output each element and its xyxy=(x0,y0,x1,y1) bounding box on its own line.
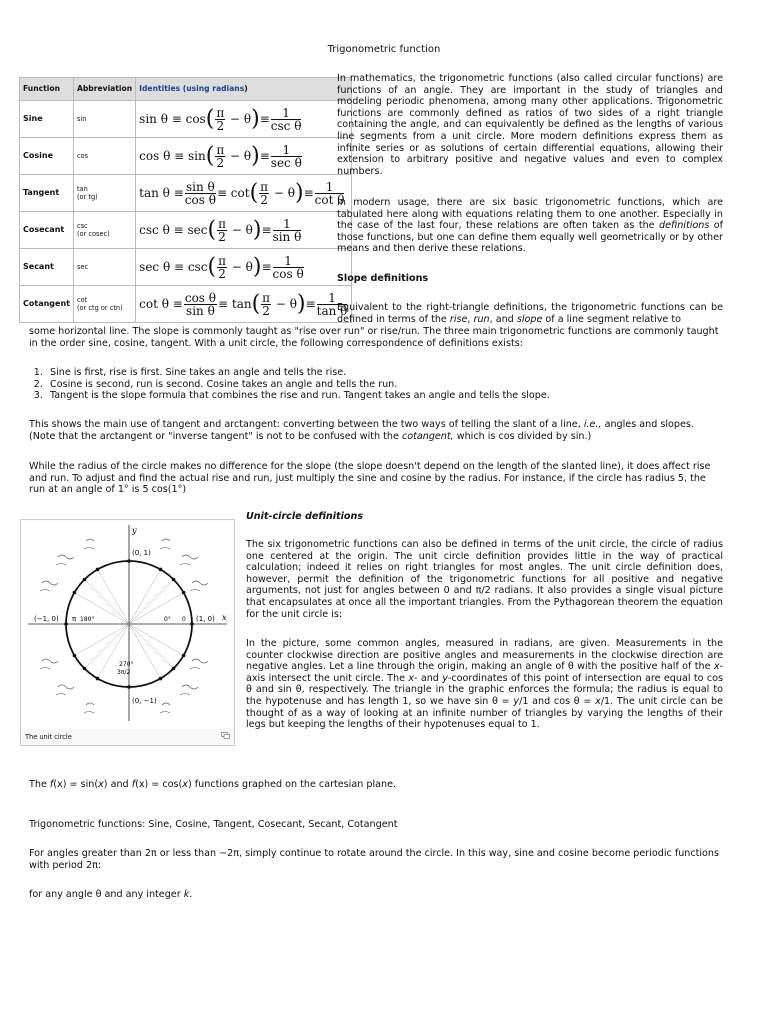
function-abbreviation: sin xyxy=(73,101,135,138)
function-abbreviation: tan (or tg) xyxy=(73,175,135,212)
intro-paragraph: In mathematics, the trigonometric functions (also called circular functions) are functions of an angle. They are important in the study of triangles and modeling periodic phenomena, among many other applications. Trigonometric functions are commonly defined as ratios of two sides of a right triangle containing the angle, and can equivalently be defined as the lengths of various line segments from a unit circle. More modern definitions express them as infinite series or as solutions of certain differential equations, allowing their extension to arbitrary positive and negative values and even to complex numbers. xyxy=(337,73,723,177)
function-name: Secant xyxy=(20,249,74,286)
table-row xyxy=(20,138,352,175)
integer-paragraph: for any angle θ and any integer k. xyxy=(29,889,193,900)
modern-usage-paragraph: In modern usage, there are six basic trigonometric functions, which are tabulated here along with equations relating them to one another. Especially in the case of the last four, these relations are often taken as the definitions of those functions, but one can define them equally well geometrically or by other means and then derive these relations. xyxy=(337,197,724,255)
tangent-paragraph: This shows the main use of tangent and arctangent: converting between the two ways of telling the slant of a line, i.e., angles and slopes. (Note that the arctangent or "inverse tangent" is not to be confused with the cotangent, which is cos divided by sin.) xyxy=(29,419,694,442)
angle-0-deg-label: 0° xyxy=(164,616,171,623)
function-abbreviation: cot (or ctg or ctn) xyxy=(73,286,135,323)
table-row xyxy=(20,249,352,286)
figure-caption: The unit circle xyxy=(25,733,72,741)
function-abbreviation: sec xyxy=(73,249,135,286)
table-row xyxy=(20,175,352,212)
function-identity: cos θ ≡ sin( $\frac{\pi}{2}$ − θ)≡ $\frac{1}{\text{sec θ}}$ xyxy=(136,138,352,175)
page-title: Trigonometric function xyxy=(327,44,441,55)
angle-270-label: 270° xyxy=(119,661,134,668)
angle-3pi2-label: 3π/2 xyxy=(117,669,131,676)
functions-list-paragraph: Trigonometric functions: Sine, Cosine, Tangent, Cosecant, Secant, Cotangent xyxy=(29,819,398,830)
function-name: Tangent xyxy=(20,175,74,212)
identities-link[interactable]: Identities (using radians xyxy=(139,84,245,94)
function-name: Sine xyxy=(20,101,74,138)
angle-pi-label: π xyxy=(72,615,77,623)
list-item: 1. Sine is first, rise is first. Sine takes an angle and tells the rise. xyxy=(46,367,720,379)
graph-paragraph: The f(x) = sin(x) and f(x) = cos(x) functions graphed on the cartesian plane. xyxy=(29,779,397,790)
table-row xyxy=(20,101,352,138)
function-name: Cotangent xyxy=(20,286,74,323)
table-row xyxy=(20,212,352,249)
unit-circle-figure[interactable] xyxy=(20,519,235,746)
function-abbreviation: csc (or cosec) xyxy=(73,212,135,249)
x-axis-label: x xyxy=(222,613,227,622)
function-identity: csc θ ≡ sec( $\frac{\pi}{2}$ − θ)≡ $\frac{1}{\text{sin θ}}$ xyxy=(136,212,352,249)
enlarge-icon[interactable] xyxy=(221,731,230,738)
correspondence-list xyxy=(0,367,720,402)
y-axis-label: y xyxy=(132,526,137,535)
point-bottom-label: (0, −1) xyxy=(132,697,157,705)
point-right-label: (1, 0) xyxy=(196,615,215,623)
slope-paragraph-end: some horizontal line. The slope is commonly taught as "rise over run" or rise/run. The three main trigonometric functions are commonly taught in the order sine, cosine, tangent. With a unit circle, the following correspondence of definitions exists: xyxy=(29,326,719,349)
point-top-label: (0, 1) xyxy=(132,549,151,557)
radius-paragraph: While the radius of the circle makes no difference for the slope (the slope doesn't depend on the length of the slanted line), it does affect rise and run. To adjust and find the actual rise and run, just multiply the sine and cosine by the radius. For instance, if the circle has radius 5, the run at an angle of 1° is 5 cos(1°) xyxy=(29,461,711,496)
angles-paragraph: In the picture, some common angles, measured in radians, are given. Measurements in the counter clockwise direction are positive angles and measurements in the clockwise direction are negative angles. Let a line through the origin, making an angle of θ with the positive half of the x-axis intersect the unit circle. The x- and y-coordinates of this point of intersection are equal to cos θ and sin θ, respectively. The triangle in the graphic enforces the formula; the radius is equal to the hypotenuse and has length 1, so we have sin θ = y/1 and cos θ = x/1. The unit circle can be thought of as a way of looking at an infinite number of triangles by varying the lengths of their legs but keeping the lengths of their hypotenuses equal to 1. xyxy=(246,638,723,731)
function-identity: sec θ ≡ csc( $\frac{\pi}{2}$ − θ)≡ $\frac{1}{\text{cos θ}}$ xyxy=(136,249,352,286)
period-paragraph: For angles greater than 2π or less than −2π, simply continue to rotate around the circle. In this way, sine and cosine become periodic functions with period 2π: xyxy=(29,848,720,871)
unit-circle-heading: Unit-circle definitions xyxy=(246,511,364,522)
function-identity: cot θ ≡ $\frac{\text{cos θ}}{\text{sin θ}}$ ≡ tan( $\frac{\pi}{2}$ − θ)≡ $\frac{1}{\text{tan θ}}$ xyxy=(136,286,352,323)
function-name: Cosine xyxy=(20,138,74,175)
unit-circle-diagram xyxy=(22,521,233,729)
function-identity: tan θ ≡ $\frac{\text{sin θ}}{\text{cos θ}}$ ≡ cot( $\frac{\pi}{2}$ − θ)≡ $\frac{1}{\text{cot θ}}$ xyxy=(136,175,352,212)
slope-paragraph-start: Equivalent to the right-triangle definitions, the trigonometric functions can be defined in terms of the rise, run, and slope of a line segment relative to xyxy=(337,302,723,325)
function-name: Cosecant xyxy=(20,212,74,249)
angle-180-label: 180° xyxy=(80,616,95,623)
point-left-label: (−1, 0) xyxy=(34,615,59,623)
table-row xyxy=(20,286,352,323)
unit-circle-paragraph: The six trigonometric functions can also be defined in terms of the unit circle, the circle of radius one centered at the origin. The unit circle definition provides little in the way of practical calculation; indeed it relies on right triangles for most angles. The unit circle definition does, however, permit the definition of the trigonometric functions for all positive and negative arguments, not just for angles between 0 and π/2 radians. It also provides a single visual picture that encapsulates at once all the important triangles. From the Pythagorean theorem the equation for the unit circle is: xyxy=(246,539,723,620)
table-header xyxy=(20,78,352,101)
function-abbreviation: cos xyxy=(73,138,135,175)
col-function: Function xyxy=(20,78,74,101)
identities-table xyxy=(19,77,352,323)
col-identities: Identities (using radians) xyxy=(136,78,352,101)
list-item: 3. Tangent is the slope formula that combines the rise and run. Tangent takes an angle and tells the slope. xyxy=(46,390,720,402)
col-abbreviation: Abbreviation xyxy=(73,78,135,101)
list-item: 2. Cosine is second, run is second. Cosine takes an angle and tells the run. xyxy=(46,379,720,391)
function-identity: sin θ ≡ cos( $\frac{\pi}{2}$ − θ)≡ $\frac{1}{\text{csc θ}}$ xyxy=(136,101,352,138)
angle-0-rad-label: 0 xyxy=(182,616,186,623)
slope-heading: Slope definitions xyxy=(337,273,429,284)
